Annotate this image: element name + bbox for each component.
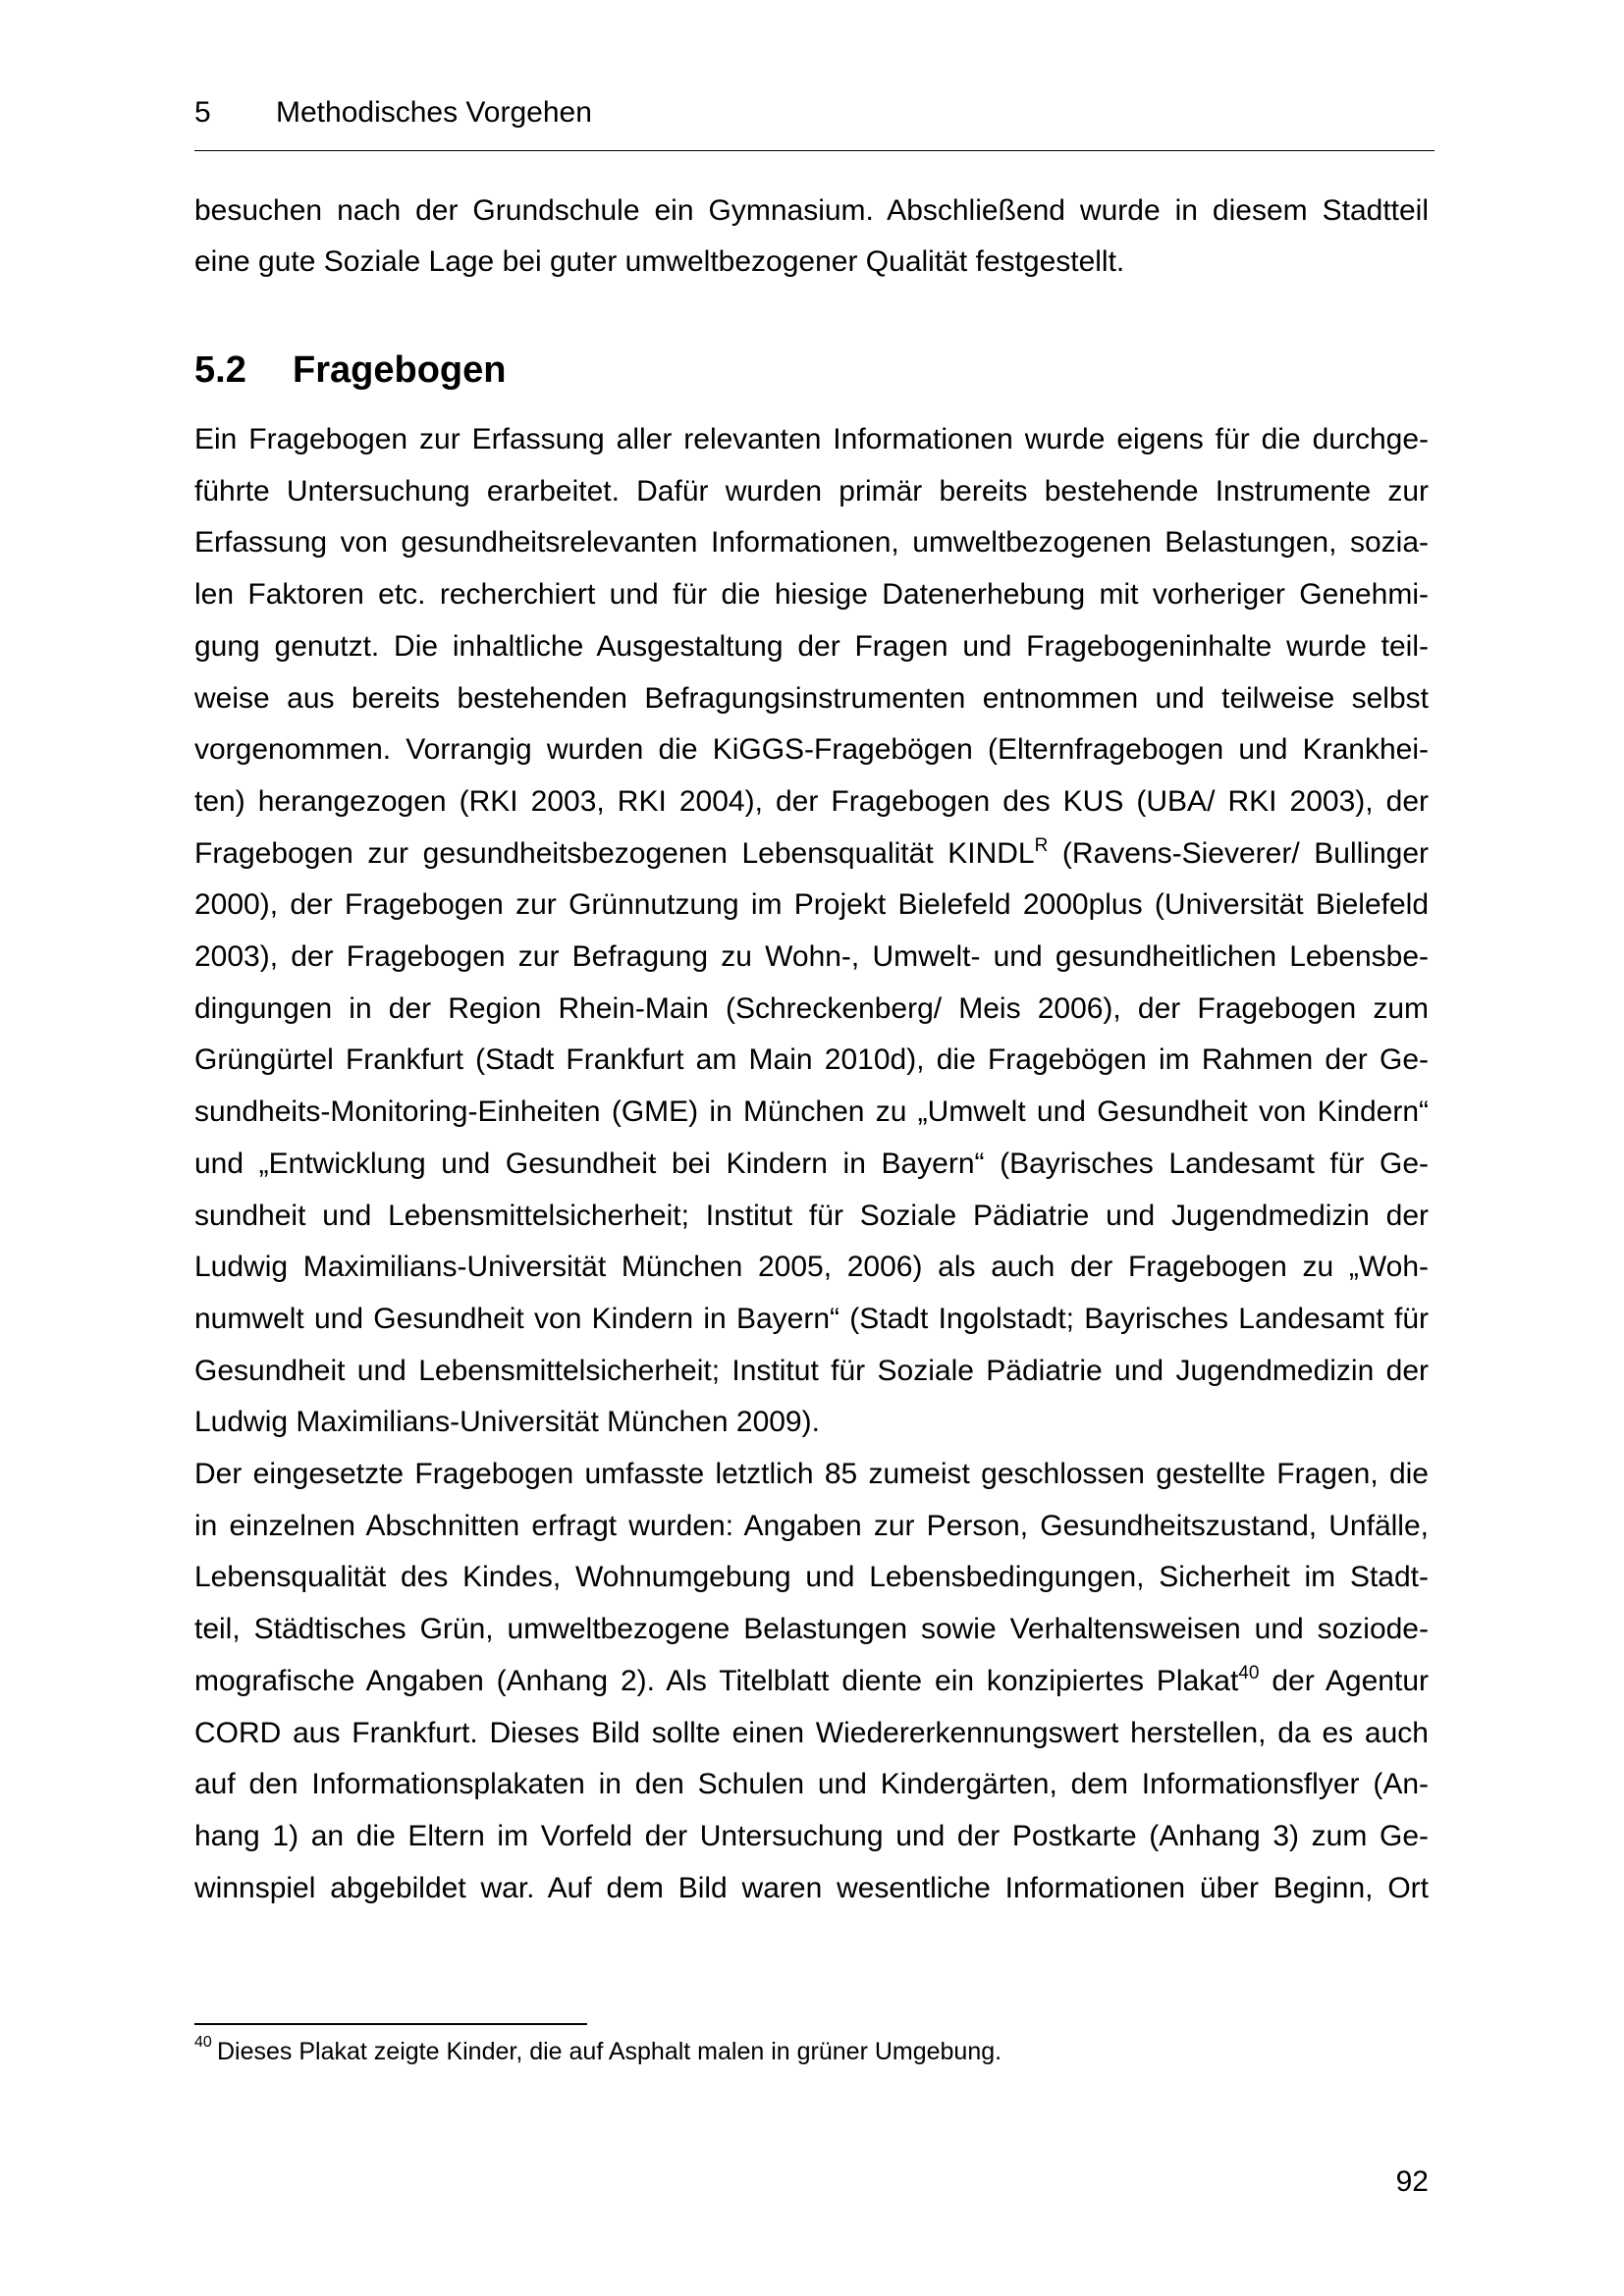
text-segment: (Ravens-Sieverer/ Bullinger — [1048, 836, 1429, 870]
text-line — [194, 186, 1429, 237]
chapter-title: Methodisches Vorgehen — [276, 96, 592, 129]
text-segment: Gesundheit und Lebensmittelsicherheit; Institut für Soziale Pädiatrie und Jugendmedizin der — [194, 1354, 1429, 1387]
text-segment: winnspiel abgebildet war. Auf dem Bild waren wesentliche Informationen über Beginn, Ort — [194, 1871, 1429, 1904]
text-line — [194, 1035, 1429, 1086]
text-line — [194, 517, 1429, 568]
text-segment: 2003), der Fragebogen zur Befragung zu Wohn-, Umwelt- und gesundheitlichen Lebensbe- — [194, 940, 1429, 973]
text-segment: Ludwig Maximilians-Universität München 2009). — [194, 1406, 820, 1439]
text-segment: Der eingesetzte Fragebogen umfasste letztlich 85 zumeist geschlossen gestellte Fragen, die — [194, 1458, 1429, 1490]
running-header — [194, 90, 1435, 134]
text-segment: 2000), der Fragebogen zur Grünnutzung im Projekt Bielefeld 2000plus (Universität Bielefeld — [194, 888, 1429, 922]
text-line — [194, 724, 1429, 775]
text-segment: dingungen in der Region Rhein-Main (Schreckenberg/ Meis 2006), der Fragebogen zum — [194, 991, 1429, 1025]
text-line — [194, 1139, 1429, 1190]
text-line — [194, 880, 1429, 931]
footnote-text: Dieses Plakat zeigte Kinder, die auf Asphalt malen in grüner Umgebung. — [217, 2038, 1002, 2065]
text-segment: sundheit und Lebensmittelsicherheit; Institut für Soziale Pädiatrie und Jugendmedizin der — [194, 1199, 1429, 1232]
text-segment: auf den Informationsplakaten in den Schulen und Kindergärten, dem Informationsflyer (An- — [194, 1768, 1429, 1801]
text-segment: sundheits-Monitoring-Einheiten (GME) in München zu „Umwelt und Gesundheit von Kindern“ — [194, 1095, 1429, 1129]
page-number: 92 — [1395, 2165, 1429, 2198]
text-segment: Erfassung von gesundheitsrelevanten Informationen, umweltbezogenen Belastungen, sozia- — [194, 526, 1429, 560]
text-line — [194, 1708, 1429, 1759]
text-segment: weise aus bereits bestehenden Befragungsinstrumenten entnommen und teilweise selbst — [194, 681, 1429, 715]
text-line — [194, 932, 1429, 983]
text-segment: gung genutzt. Die inhaltliche Ausgestaltung der Fragen und Fragebogeninhalte wurde teil- — [194, 629, 1429, 663]
text-segment: der Agentur — [1259, 1664, 1429, 1697]
header-divider — [194, 150, 1435, 151]
text-line — [194, 1449, 1429, 1500]
text-line — [194, 1501, 1429, 1552]
chapter-number: 5 — [194, 96, 211, 129]
text-line — [194, 828, 1429, 880]
text-segment: len Faktoren etc. recherchiert und für die hiesige Datenerhebung mit vorheriger Genehmi- — [194, 578, 1429, 612]
text-line — [194, 673, 1429, 724]
text-line — [194, 466, 1429, 517]
text-segment: teil, Städtisches Grün, umweltbezogene Belastungen sowie Verhaltensweisen und soziode- — [194, 1613, 1429, 1646]
text-line — [194, 1552, 1429, 1603]
text-segment: Grüngürtel Frankfurt (Stadt Frankfurt am Main 2010d), die Fragebögen im Rahmen der Ge- — [194, 1043, 1429, 1077]
text-line — [194, 621, 1429, 672]
text-line — [194, 984, 1429, 1035]
text-segment: besuchen nach der Grundschule ein Gymnasium. Abschließend wurde in diesem Stadtteil — [194, 194, 1429, 227]
text-segment: vorgenommen. Vorrangig wurden die KiGGS-Fragebögen (Elternfragebogen und Krankhei- — [194, 733, 1429, 767]
footnote-mark: 40 — [194, 2034, 212, 2051]
text-line — [194, 1242, 1429, 1293]
footnote-divider — [194, 2023, 587, 2025]
text-segment: ten) herangezogen (RKI 2003, RKI 2004), der Fragebogen des KUS (UBA/ RKI 2003), der — [194, 784, 1429, 818]
text-segment: führte Untersuchung erarbeitet. Dafür wurden primär bereits bestehende Instrumente zur — [194, 474, 1429, 507]
text-segment: und „Entwicklung und Gesundheit bei Kindern in Bayern“ (Bayrisches Landesamt für Ge- — [194, 1147, 1429, 1180]
section-heading — [194, 343, 784, 398]
text-line — [194, 1656, 1429, 1707]
text-segment: numwelt und Gesundheit von Kindern in Bayern“ (Stadt Ingolstadt; Bayrisches Landesamt für — [194, 1302, 1429, 1335]
text-segment: mografische Angaben (Anhang 2). Als Titelblatt diente ein konzipiertes Plakat — [194, 1664, 1239, 1697]
text-line — [194, 237, 1429, 288]
text-segment: eine gute Soziale Lage bei guter umweltbezogener Qualität festgestellt. — [194, 244, 1125, 278]
footnote — [194, 2032, 1176, 2071]
text-line — [194, 1863, 1429, 1914]
text-segment: Lebensqualität des Kindes, Wohnumgebung und Lebensbedingungen, Sicherheit im Stadt- — [194, 1561, 1429, 1594]
text-line — [194, 414, 1429, 465]
text-line — [194, 1087, 1429, 1138]
superscript-mark: 40 — [1238, 1662, 1260, 1683]
text-segment: CORD aus Frankfurt. Dieses Bild sollte einen Wiedererkennungswert herstellen, da es auch — [194, 1716, 1429, 1749]
section-number: 5.2 — [194, 349, 246, 391]
section-title: Fragebogen — [293, 349, 507, 391]
text-line — [194, 1294, 1429, 1345]
text-line — [194, 1811, 1429, 1862]
superscript-mark: R — [1034, 834, 1049, 856]
text-segment: Ludwig Maximilians-Universität München 2005, 2006) als auch der Fragebogen zu „Woh- — [194, 1251, 1429, 1284]
text-line — [194, 776, 1429, 828]
text-segment: in einzelnen Abschnitten erfragt wurden: Angaben zur Person, Gesundheitszustand, Unfälle, — [194, 1509, 1429, 1542]
text-line — [194, 569, 1429, 620]
text-line — [194, 1759, 1429, 1810]
text-segment: hang 1) an die Eltern im Vorfeld der Untersuchung und der Postkarte (Anhang 3) zum Ge- — [194, 1819, 1429, 1852]
text-line — [194, 1346, 1429, 1397]
text-segment: Ein Fragebogen zur Erfassung aller relevanten Informationen wurde eigens für die durchge- — [194, 423, 1429, 455]
text-line — [194, 1604, 1429, 1655]
text-line — [194, 1397, 1429, 1448]
text-segment: Fragebogen zur gesundheitsbezogenen Lebensqualität KINDL — [194, 836, 1035, 870]
text-line — [194, 1191, 1429, 1242]
